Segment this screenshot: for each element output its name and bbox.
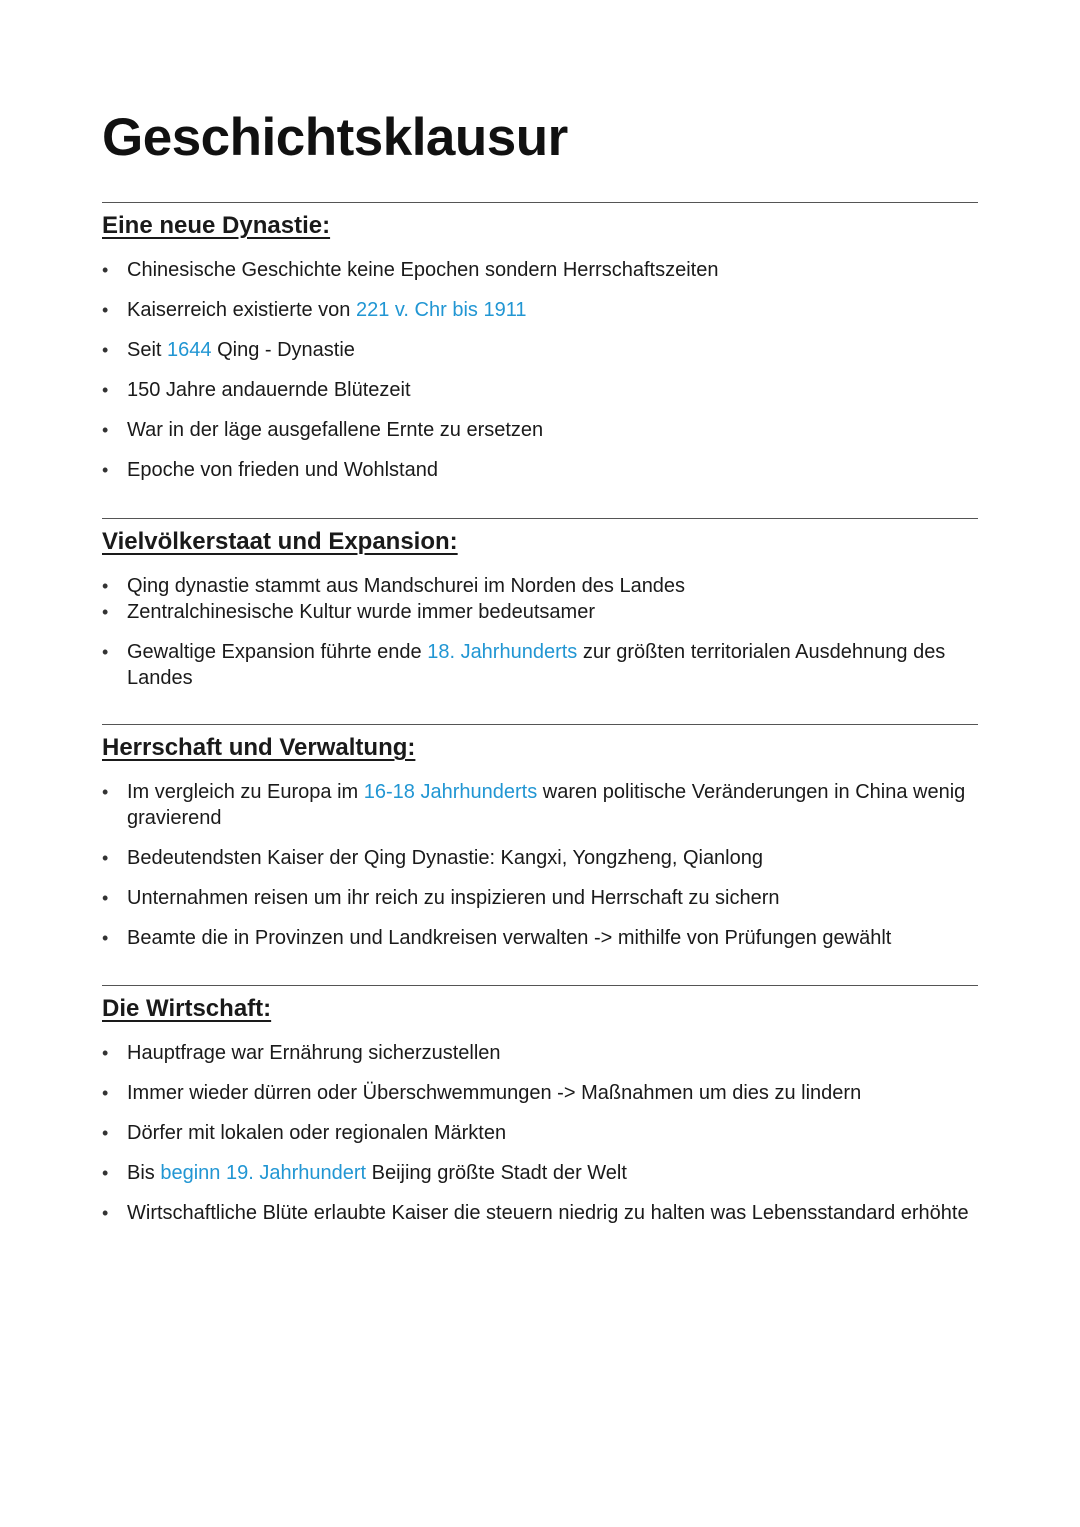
bullet-text: Unternahmen reisen um ihr reich zu inspizieren und Herrschaft zu sichern [127, 887, 780, 909]
bullet-dot-icon: • [102, 340, 109, 360]
bullet-dot-icon: • [102, 260, 109, 280]
bullet-item [102, 639, 978, 691]
bullet-item [102, 337, 978, 363]
bullet-item [102, 573, 978, 599]
bullet-dot-icon: • [102, 848, 109, 868]
bullet-text: zur größten territorialen Ausdehnung des Landes [127, 641, 946, 689]
bullet-list [102, 1040, 978, 1226]
bullet-item [102, 257, 978, 283]
bullet-text: Seit [127, 339, 168, 361]
bullet-dot-icon: • [102, 602, 109, 622]
bullet-text: Zentralchinesische Kultur wurde immer bedeutsamer [127, 601, 595, 623]
bullet-text: War in der läge ausgefallene Ernte zu ersetzen [127, 419, 544, 441]
section-eine-neue-dynastie [102, 202, 978, 483]
section-divider [102, 518, 978, 519]
section-divider [102, 202, 978, 203]
bullet-dot-icon: • [102, 782, 109, 802]
bullet-item [102, 377, 978, 403]
bullet-text: Beamte die in Provinzen und Landkreisen verwalten -> mithilfe von Prüfungen gewählt [127, 927, 892, 949]
bullet-dot-icon: • [102, 1163, 109, 1183]
bullet-text: Beijing größte Stadt der Welt [366, 1162, 627, 1184]
bullet-text: Epoche von frieden und Wohlstand [127, 459, 438, 481]
bullet-text: Bis [127, 1162, 161, 1184]
bullet-item [102, 1120, 978, 1146]
bullet-text: Dörfer mit lokalen oder regionalen Märkten [127, 1122, 507, 1144]
bullet-dot-icon: • [102, 420, 109, 440]
highlighted-text: 221 v. Chr bis 1911 [355, 299, 527, 321]
bullet-list [102, 573, 978, 691]
section-die-wirtschaft [102, 985, 978, 1226]
section-heading: Vielvölkerstaat und Expansion: [102, 528, 458, 555]
bullet-list [102, 257, 978, 483]
bullet-dot-icon: • [102, 1043, 109, 1063]
bullet-dot-icon: • [102, 300, 109, 320]
highlighted-text: beginn 19. Jahrhundert [160, 1162, 367, 1184]
bullet-dot-icon: • [102, 1203, 109, 1223]
bullet-dot-icon: • [102, 1123, 109, 1143]
bullet-item [102, 845, 978, 871]
bullet-text: Bedeutendsten Kaiser der Qing Dynastie: Kangxi, Yongzheng, Qianlong [127, 847, 763, 869]
bullet-item [102, 417, 978, 443]
bullet-dot-icon: • [102, 460, 109, 480]
bullet-text: Chinesische Geschichte keine Epochen sondern Herrschaftszeiten [127, 259, 719, 281]
bullet-item [102, 925, 978, 951]
bullet-item [102, 1200, 978, 1226]
bullet-text: 150 Jahre andauernde Blütezeit [127, 379, 411, 401]
section-divider [102, 985, 978, 986]
page-title: Geschichtsklausur [102, 108, 568, 167]
bullet-text: waren politische Veränderungen in China wenig gravierend [127, 781, 966, 829]
bullet-item [102, 1040, 978, 1066]
highlighted-text: 1644 [167, 339, 212, 361]
bullet-text: Hauptfrage war Ernährung sicherzustellen [127, 1042, 501, 1064]
bullet-text: Im vergleich zu Europa im [127, 781, 364, 803]
bullet-text: Gewaltige Expansion führte ende [127, 641, 428, 663]
section-herrschaft-und-verwaltung [102, 724, 978, 951]
bullet-item [102, 1160, 978, 1186]
bullet-item [102, 1080, 978, 1106]
bullet-text: Wirtschaftliche Blüte erlaubte Kaiser die steuern niedrig zu halten was Lebensstandard erhöhte [127, 1202, 969, 1224]
highlighted-text: 16-18 Jahrhunderts [363, 781, 538, 803]
bullet-dot-icon: • [102, 642, 109, 662]
bullet-item [102, 599, 978, 625]
bullet-dot-icon: • [102, 1083, 109, 1103]
section-heading: Die Wirtschaft: [102, 995, 272, 1022]
bullet-dot-icon: • [102, 928, 109, 948]
bullet-text: Qing - Dynastie [211, 339, 355, 361]
bullet-dot-icon: • [102, 888, 109, 908]
bullet-dot-icon: • [102, 576, 109, 596]
bullet-text: Immer wieder dürren oder Überschwemmungen -> Maßnahmen um dies zu lindern [127, 1082, 862, 1104]
bullet-text: Qing dynastie stammt aus Mandschurei im Norden des Landes [127, 575, 686, 597]
section-heading: Herrschaft und Verwaltung: [102, 734, 416, 761]
highlighted-text: 18. Jahrhunderts [427, 641, 578, 663]
section-vielvoelkerstaat-und-expansion [102, 518, 978, 691]
section-heading: Eine neue Dynastie: [102, 212, 331, 239]
bullet-item [102, 457, 978, 483]
bullet-list [102, 779, 978, 951]
bullet-dot-icon: • [102, 380, 109, 400]
bullet-item [102, 779, 978, 831]
bullet-item [102, 297, 978, 323]
bullet-item [102, 885, 978, 911]
bullet-text: Kaiserreich existierte von [127, 299, 356, 321]
section-divider [102, 724, 978, 725]
